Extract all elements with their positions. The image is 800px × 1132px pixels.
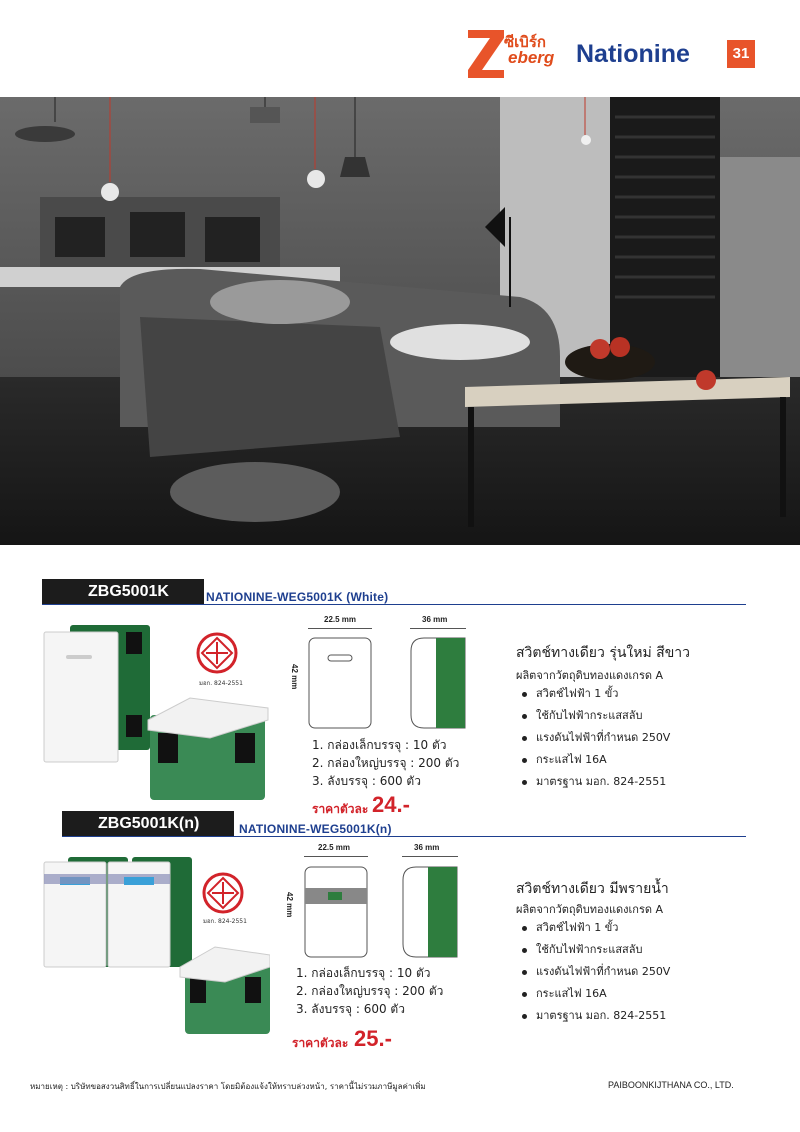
switch-front-diagram-1 (308, 637, 372, 729)
dim-depth-line-2 (402, 856, 458, 857)
price-label-2: ราคาตัวละ (292, 1036, 349, 1050)
feature-list-1 (522, 683, 670, 793)
feature-item: กระแสไฟ 16A (522, 749, 670, 771)
product-title-1: สวิตช์ทางเดียว รุ่นใหม่ สีขาว (516, 645, 690, 661)
pack-small-2: 1. กล่องเล็กบรรจุ : 10 ตัว (296, 966, 431, 980)
tis-cert-icon-2 (202, 872, 244, 914)
dim-height-2: 42 mm (285, 892, 294, 918)
series-title: Nationine (576, 40, 690, 68)
feature-item: มาตรฐาน มอก. 824-2551 (522, 771, 670, 793)
brand-en: eberg (508, 48, 555, 67)
switch-side-diagram-2 (402, 866, 458, 958)
dim-width-line-1 (308, 628, 372, 629)
dim-width-line-2 (304, 856, 368, 857)
product-code-2-text: ZBG5001K(n) (98, 815, 200, 832)
product-code-2 (62, 811, 234, 837)
pack-list-2 (296, 964, 443, 1018)
price-label-1: ราคาตัวละ (312, 802, 369, 816)
feature-item: แรงดันไฟฟ้าที่กำหนด 250V (522, 727, 670, 749)
pack-large-2: 2. กล่องใหญ่บรรจุ : 200 ตัว (296, 984, 444, 998)
dim-depth-2: 36 mm (414, 843, 440, 852)
dim-depth-line-1 (410, 628, 466, 629)
interior-photo (0, 97, 800, 545)
dim-width-1: 22.5 mm (324, 615, 357, 624)
pack-crate-1: 3. ลังบรรจุ : 600 ตัว (312, 774, 421, 788)
dim-height-1: 42 mm (290, 664, 299, 690)
pack-small-1: 1. กล่องเล็กบรรจุ : 10 ตัว (312, 738, 447, 752)
pack-list-1 (312, 736, 459, 790)
product-title-2: สวิตช์ทางเดียว มีพรายน้ำ (516, 881, 669, 897)
price-1: 24.- (372, 792, 410, 817)
tis-cert-label-1: มอก. 824-2551 (199, 680, 243, 687)
product-divider-2 (62, 836, 746, 837)
dim-depth-1: 36 mm (422, 615, 448, 624)
tis-cert-icon-1 (196, 632, 238, 674)
feature-item: ใช้กับไฟฟ้ากระแสสลับ (522, 705, 670, 727)
feature-item: สวิตช์ไฟฟ้า 1 ขั้ว (522, 683, 670, 705)
feature-item: แรงดันไฟฟ้าที่กำหนด 250V (522, 961, 670, 983)
brand-thai: ซีเบิร์ก (504, 33, 546, 51)
product-subtitle-1: ผลิตจากวัตถุดิบทองแดงเกรด A (516, 669, 664, 682)
footer-company: PAIBOONKIJTHANA CO., LTD. (608, 1080, 734, 1090)
product-code-1-text: ZBG5001K (88, 583, 169, 600)
product-divider-1 (42, 604, 746, 605)
product-model-1: NATIONINE-WEG5001K (White) (206, 590, 389, 604)
product-subtitle-2: ผลิตจากวัตถุดิบทองแดงเกรด A (516, 903, 664, 916)
switch-side-diagram-1 (410, 637, 466, 729)
price-2: 25.- (354, 1026, 392, 1051)
pack-large-1: 2. กล่องใหญ่บรรจุ : 200 ตัว (312, 756, 460, 770)
footer-note: หมายเหตุ : บริษัทขอสงวนสิทธิ์ในการเปลี่ยนแปลงราคา โดยมิต้องแจ้งให้ทราบล่วงหน้า, ราคานี้ไม่รวมภาษีมูลค่าเพิ่ม (30, 1082, 426, 1091)
dim-width-2: 22.5 mm (318, 843, 351, 852)
tis-cert-label-2: มอก. 824-2551 (203, 918, 247, 925)
product-code-1 (42, 579, 204, 605)
switch-front-diagram-2 (304, 866, 368, 958)
feature-item: มาตรฐาน มอก. 824-2551 (522, 1005, 670, 1027)
feature-item: ใช้กับไฟฟ้ากระแสสลับ (522, 939, 670, 961)
feature-item: สวิตช์ไฟฟ้า 1 ขั้ว (522, 917, 670, 939)
page-number: 31 (727, 40, 755, 68)
pack-crate-2: 3. ลังบรรจุ : 600 ตัว (296, 1002, 405, 1016)
feature-list-2 (522, 917, 670, 1027)
feature-item: กระแสไฟ 16A (522, 983, 670, 1005)
product-model-2: NATIONINE-WEG5001K(n) (239, 822, 392, 836)
